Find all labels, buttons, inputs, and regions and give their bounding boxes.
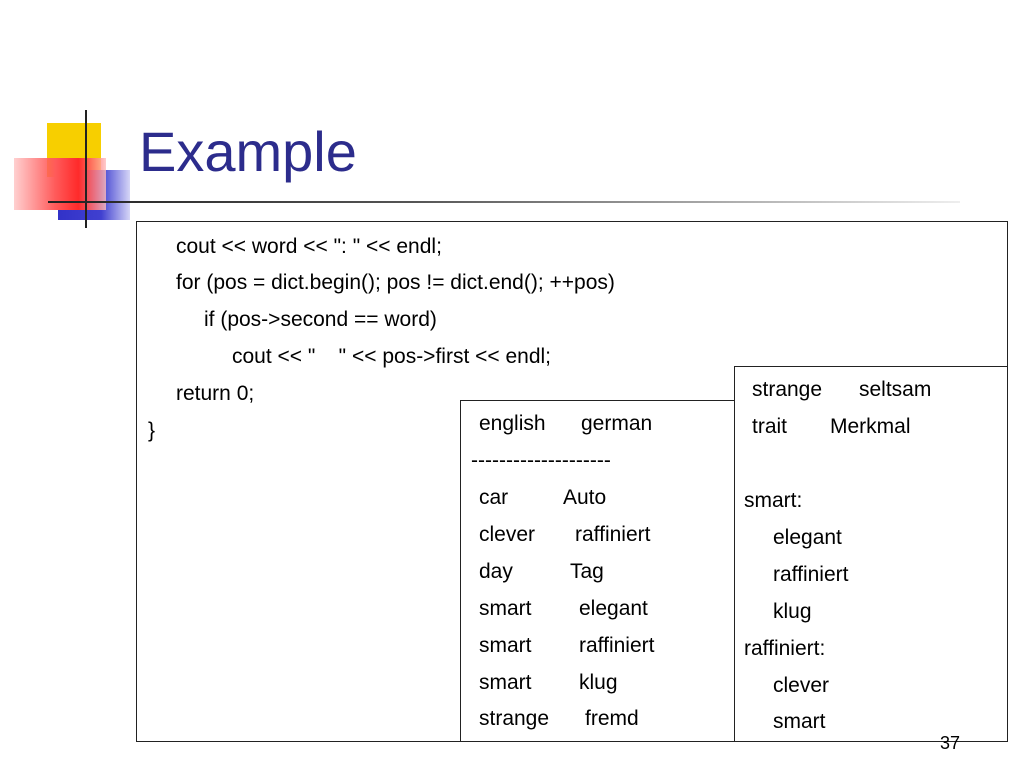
slide-title: Example (139, 120, 357, 183)
dict-english: strange (479, 707, 550, 730)
dict-english: car (479, 486, 509, 509)
dict-english: smart (479, 597, 532, 620)
code-line: for (pos = dict.begin(); pos != dict.end(); ++pos) (176, 271, 615, 294)
code-line: } (148, 419, 156, 442)
output-pair-word: trait (752, 415, 788, 438)
output-box (734, 366, 1008, 742)
dict-english: clever (479, 523, 536, 546)
dict-header-german: german (581, 412, 653, 435)
output-pair-translation: Merkmal (830, 415, 911, 438)
dict-german: fremd (585, 707, 639, 730)
code-line: cout << " " << pos->first << endl; (232, 345, 552, 368)
code-line: if (pos->second == word) (204, 308, 437, 331)
output-group-item: smart (773, 710, 826, 733)
dictionary-box (460, 400, 736, 742)
code-line: cout << word << ": " << endl; (176, 235, 442, 258)
output-group-item: elegant (773, 526, 842, 549)
output-group-label: smart: (744, 489, 803, 512)
dict-german: Tag (570, 560, 604, 583)
deco-vertical-line (85, 110, 87, 228)
output-pair-word: strange (752, 378, 823, 401)
dict-german: klug (579, 671, 618, 694)
dict-german: Auto (563, 486, 607, 509)
output-group-label: raffiniert: (744, 637, 826, 660)
dict-german: raffiniert (575, 523, 651, 546)
title-underline (48, 201, 960, 203)
dict-english: smart (479, 671, 532, 694)
dict-header-english: english (479, 412, 546, 435)
dict-german: raffiniert (579, 634, 655, 657)
code-line: return 0; (176, 382, 255, 405)
dict-english: smart (479, 634, 532, 657)
dict-english: day (479, 560, 513, 583)
page-number: 37 (940, 733, 961, 753)
output-group-item: raffiniert (773, 563, 849, 586)
output-group-item: klug (773, 600, 812, 623)
output-group-item: clever (773, 674, 830, 697)
dict-german: elegant (579, 597, 648, 620)
dict-separator: -------------------- (471, 449, 611, 472)
output-pair-translation: seltsam (859, 378, 932, 401)
